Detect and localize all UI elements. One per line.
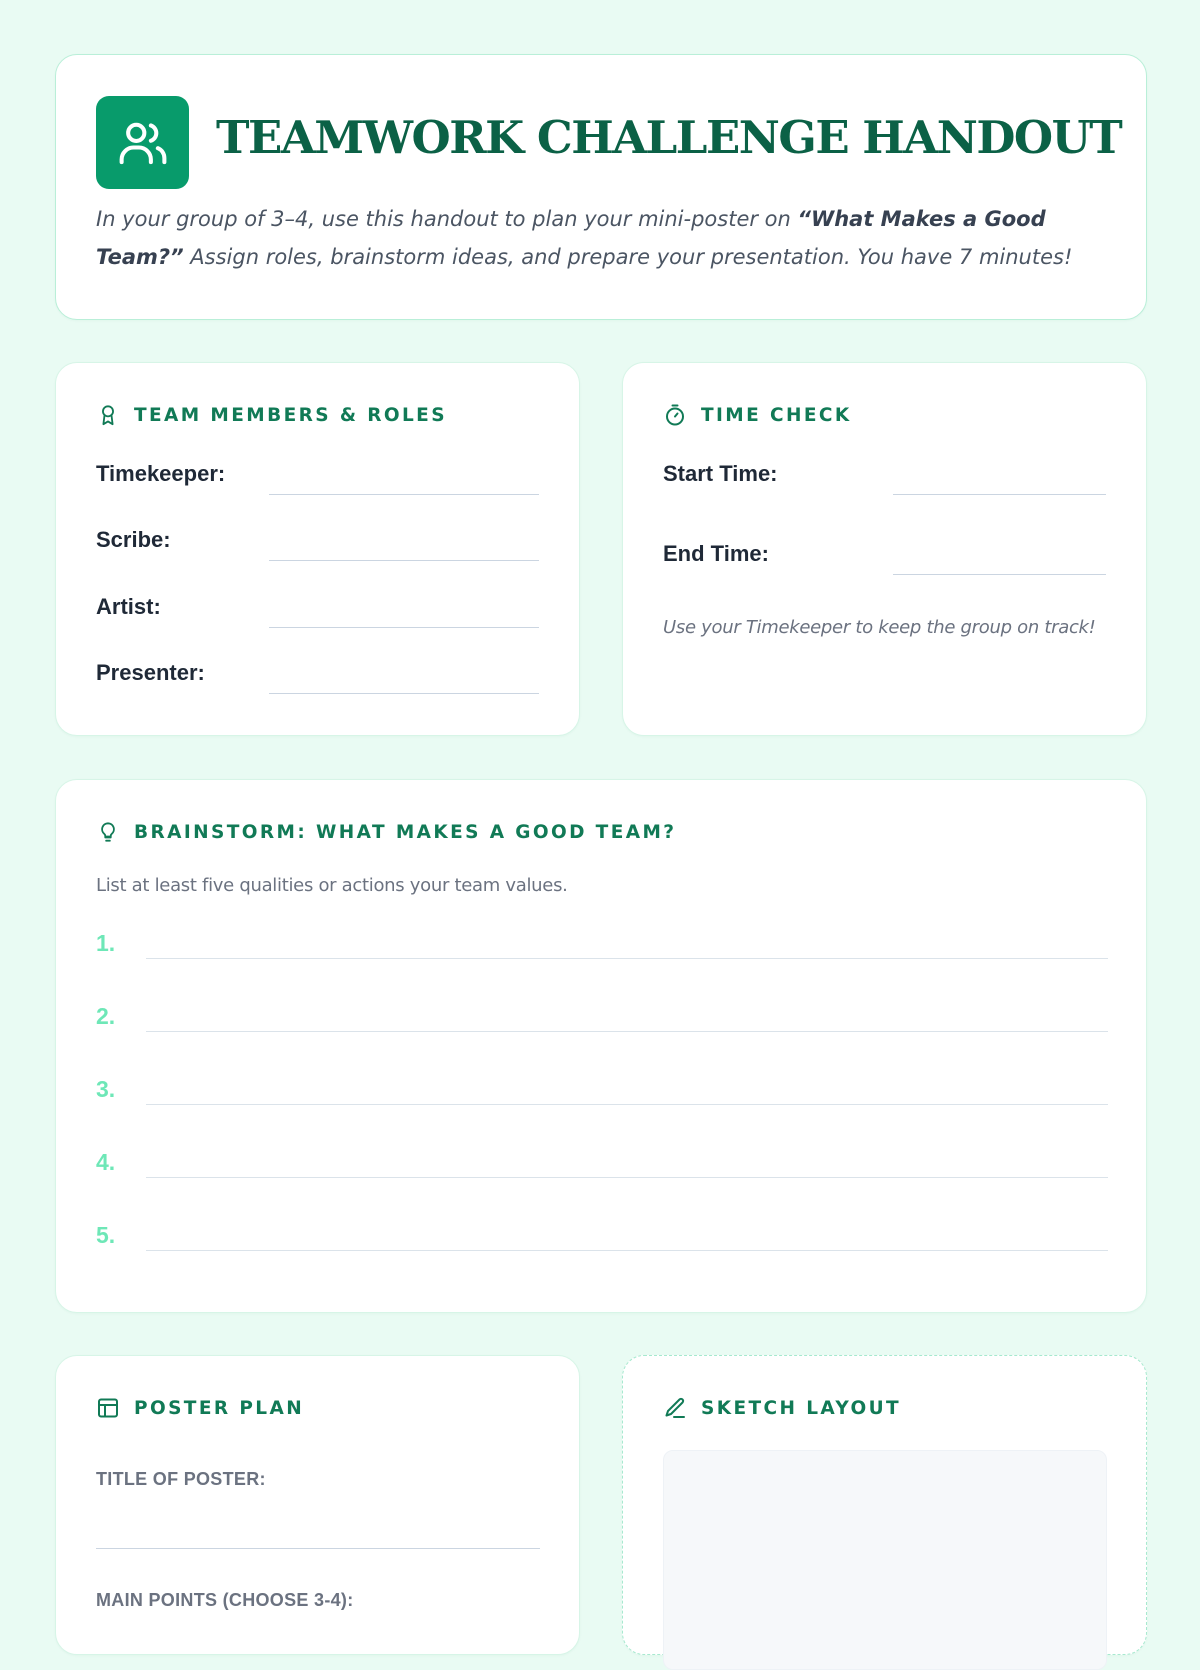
sketch-area[interactable] <box>663 1450 1107 1670</box>
item-number: 2. <box>96 1003 116 1029</box>
presenter-line[interactable] <box>269 693 539 694</box>
poster-plan-heading <box>96 1396 304 1420</box>
sketch-heading <box>663 1396 901 1420</box>
intro-text-part2: Assign roles, brainstorm ideas, and prepare your presentation. You have 7 minutes! <box>183 245 1073 269</box>
item-line[interactable] <box>146 958 1108 959</box>
item-line[interactable] <box>146 1177 1108 1178</box>
list-item[interactable] <box>96 1144 1108 1217</box>
item-line[interactable] <box>146 1250 1108 1251</box>
item-number: 4. <box>96 1149 116 1175</box>
poster-title-field[interactable] <box>96 1548 540 1549</box>
list-item[interactable] <box>96 1217 1108 1290</box>
timekeeper-field[interactable] <box>96 455 536 495</box>
item-number: 5. <box>96 1222 116 1248</box>
brainstorm-list <box>96 925 1108 1290</box>
sketch-heading-text: SKETCH LAYOUT <box>701 1397 902 1419</box>
award-ribbon-icon <box>96 403 120 427</box>
artist-line[interactable] <box>269 627 539 628</box>
roles-heading-text: TEAM MEMBERS & ROLES <box>134 404 447 426</box>
brainstorm-card <box>55 779 1147 1313</box>
pencil-icon <box>663 1396 687 1420</box>
list-item[interactable] <box>96 1071 1108 1144</box>
layout-icon <box>96 1396 120 1420</box>
roles-card <box>55 362 580 736</box>
users-icon <box>96 96 189 189</box>
end-time-label: End Time: <box>663 541 769 566</box>
scribe-field[interactable] <box>96 521 536 561</box>
brainstorm-heading <box>96 820 676 844</box>
start-time-line[interactable] <box>893 494 1106 495</box>
time-check-card <box>622 362 1147 736</box>
scribe-line[interactable] <box>269 560 539 561</box>
timekeeper-label: Timekeeper: <box>96 461 226 486</box>
intro-text-part1: In your group of 3–4, use this handout to plan your mini-poster on <box>96 207 798 231</box>
start-time-label: Start Time: <box>663 461 778 486</box>
item-number: 3. <box>96 1076 116 1102</box>
sketch-layout-card <box>622 1355 1147 1655</box>
stopwatch-icon <box>663 403 687 427</box>
item-line[interactable] <box>146 1104 1108 1105</box>
poster-plan-card <box>55 1355 580 1655</box>
brainstorm-hint: List at least five qualities or actions your team values. <box>96 875 568 896</box>
time-check-note: Use your Timekeeper to keep the group on track! <box>663 617 1096 638</box>
main-points-label: MAIN POINTS (CHOOSE 3-4): <box>96 1590 354 1610</box>
intro-text-emphasis: “What Makes a Good Team?” <box>96 207 1046 269</box>
item-line[interactable] <box>146 1031 1108 1032</box>
list-item[interactable] <box>96 998 1108 1071</box>
list-item[interactable] <box>96 925 1108 998</box>
time-check-heading-text: TIME CHECK <box>701 404 852 426</box>
start-time-field[interactable] <box>663 455 1103 495</box>
scribe-label: Scribe: <box>96 527 171 552</box>
timekeeper-line[interactable] <box>269 494 539 495</box>
end-time-line[interactable] <box>893 574 1106 575</box>
lightbulb-icon <box>96 820 120 844</box>
end-time-field[interactable] <box>663 535 1103 575</box>
brainstorm-heading-text: BRAINSTORM: WHAT MAKES A GOOD TEAM? <box>134 821 677 843</box>
roles-heading <box>96 403 447 427</box>
artist-label: Artist: <box>96 594 161 619</box>
page-title: TEAMWORK CHALLENGE HANDOUT <box>216 111 1122 164</box>
header-card <box>55 54 1147 320</box>
presenter-label: Presenter: <box>96 660 205 685</box>
poster-title-label: TITLE OF POSTER: <box>96 1469 266 1489</box>
intro-text <box>96 200 1096 276</box>
poster-plan-heading-text: POSTER PLAN <box>134 1397 305 1419</box>
time-check-heading <box>663 403 852 427</box>
presenter-field[interactable] <box>96 654 536 694</box>
item-number: 1. <box>96 930 116 956</box>
artist-field[interactable] <box>96 588 536 628</box>
